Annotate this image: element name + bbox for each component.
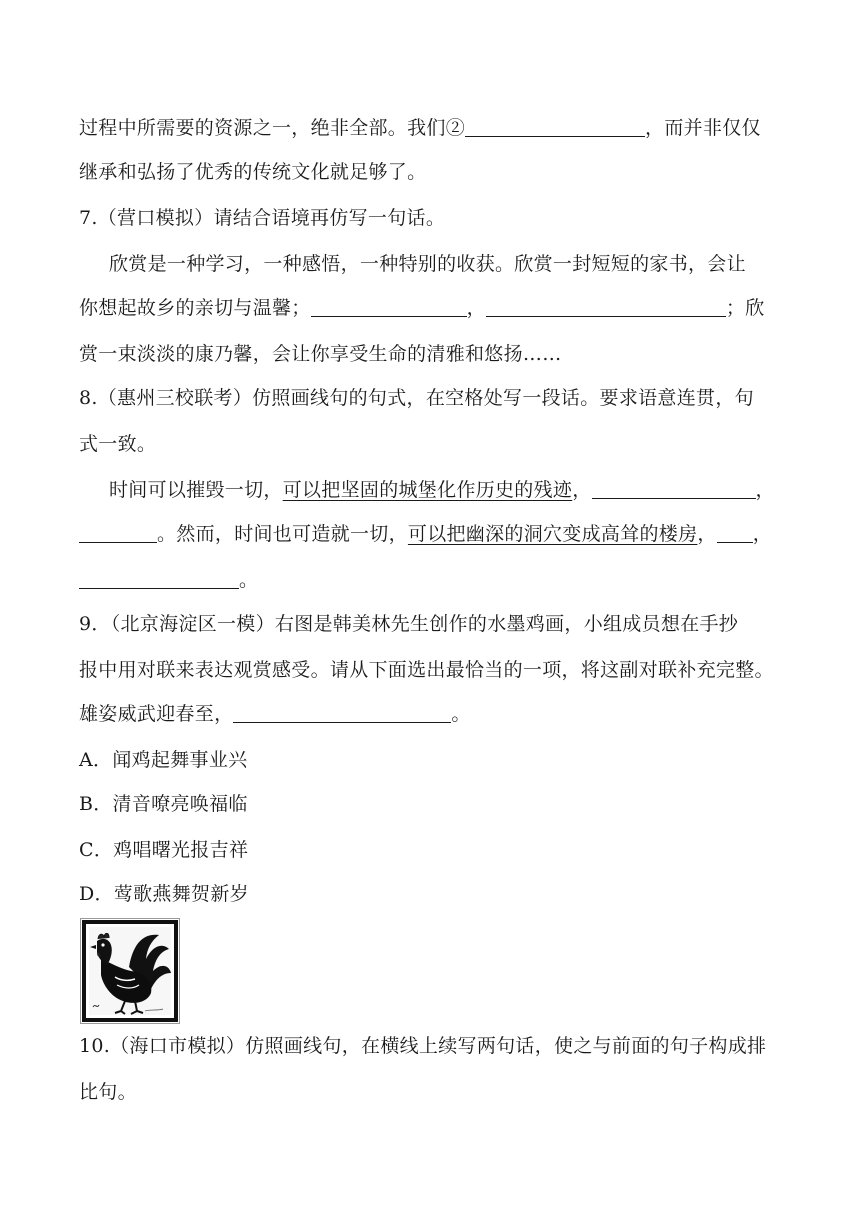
text: 。 xyxy=(451,703,471,725)
text: ， xyxy=(466,297,486,319)
answer-blank xyxy=(233,702,451,723)
answer-blank xyxy=(592,478,756,499)
option-b: B．清音嘹亮唤福临 xyxy=(79,793,248,815)
question-7-heading: 7.（营口模拟）请结合语境再仿写一句话。 xyxy=(79,207,446,229)
answer-blank xyxy=(79,568,239,589)
q7-line-1: 欣赏是一种学习，一种感悟，一种特别的收获。欣赏一封短短的家书，会让 xyxy=(109,253,746,275)
question-10-heading-2: 比句。 xyxy=(79,1081,137,1103)
intro-line-1 xyxy=(79,113,784,143)
text: 。 xyxy=(239,569,259,591)
question-8-heading-2: 式一致。 xyxy=(79,433,157,455)
text: ，而并非仅仅 xyxy=(645,117,761,139)
text: ；欣 xyxy=(725,297,765,319)
q9-couplet-line xyxy=(79,699,784,729)
q8-line-3 xyxy=(79,565,784,595)
rooster-icon xyxy=(81,919,179,1023)
question-9-heading-1: 9．（北京海淀区一模）右图是韩美林先生创作的水墨鸡画，小组成员想在手抄 xyxy=(79,613,739,635)
option-c: C．鸡唱曙光报吉祥 xyxy=(79,839,249,861)
q8-line-2 xyxy=(79,519,784,549)
text: 雄姿威武迎春至， xyxy=(79,703,234,725)
text: ， xyxy=(755,479,775,501)
q7-line-2 xyxy=(79,293,784,323)
text: 你想起故乡的亲切与温馨； xyxy=(79,297,311,319)
intro-line-2: 继承和弘扬了优秀的传统文化就足够了。 xyxy=(79,161,427,183)
option-d: D．莺歌燕舞贺新岁 xyxy=(79,883,249,905)
question-8-heading-1: 8.（惠州三校联考）仿照画线句的句式，在空格处写一段话。要求语意连贯，句 xyxy=(79,387,754,409)
text: 。然而，时间也可造就一切， xyxy=(157,523,408,545)
q7-line-3: 赏一束淡淡的康乃馨，会让你享受生命的清雅和悠扬…… xyxy=(79,343,562,365)
text: 过程中所需要的资源之一，绝非全部。我们② xyxy=(79,117,466,139)
underlined-example: 可以把坚固的城堡化作历史的残迹 xyxy=(282,479,573,501)
text: 时间可以摧毁一切， xyxy=(109,479,283,501)
text: ， xyxy=(697,523,717,545)
answer-blank xyxy=(79,522,157,543)
answer-blank xyxy=(717,522,753,543)
answer-blank xyxy=(486,296,726,317)
question-9-heading-2: 报中用对联来表达观赏感受。请从下面选出最恰当的一项，将这副对联补充完整。 xyxy=(79,659,774,681)
text: ， xyxy=(572,479,592,501)
rooster-painting xyxy=(80,918,180,1024)
answer-blank xyxy=(465,116,645,137)
text: ， xyxy=(752,523,773,545)
underlined-example: 可以把幽深的洞穴变成高耸的楼房 xyxy=(407,523,698,545)
answer-blank xyxy=(311,296,467,317)
question-10-heading-1: 10.（海口市模拟）仿照画线句，在横线上续写两句话，使之与前面的句子构成排 xyxy=(79,1035,767,1057)
option-a: A．闻鸡起舞事业兴 xyxy=(79,749,248,771)
q8-line-1 xyxy=(109,475,784,505)
